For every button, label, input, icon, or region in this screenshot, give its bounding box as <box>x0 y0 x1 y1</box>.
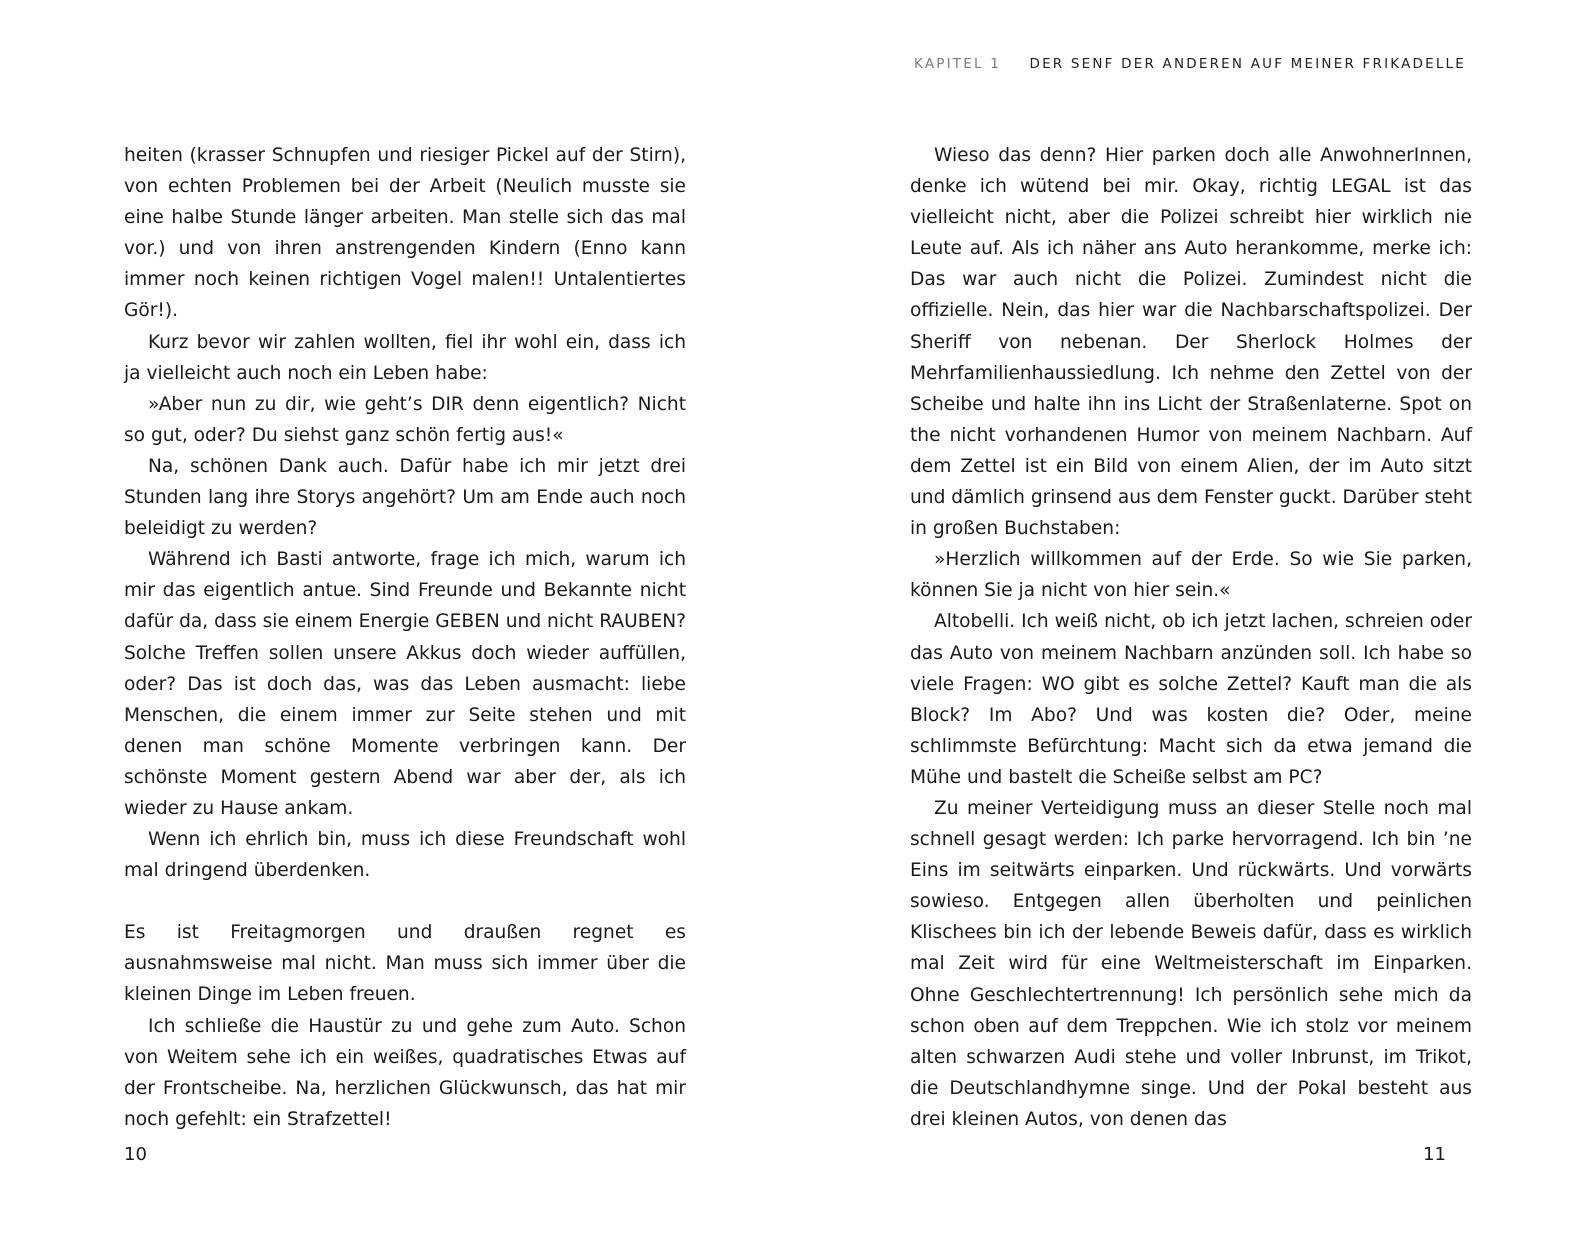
page-number-left: 10 <box>124 1144 147 1165</box>
paragraph: Kurz bevor wir zahlen wollten, fiel ihr wohl ein, dass ich ja vielleicht auch noch ein Leben habe: <box>124 331 686 384</box>
paragraph: »Aber nun zu dir, wie geht’s DIR denn eigentlich? Nicht so gut, oder? Du siehst ganz schön fertig aus!« <box>124 393 686 446</box>
right-page-body <box>910 140 1472 1135</box>
section-break <box>124 886 686 917</box>
paragraph: heiten (krasser Schnupfen und riesiger Pickel auf der Stirn), von echten Problemen bei der Arbeit (Neulich musste sie eine halbe Stunde länger arbeiten. Man stelle sich das mal vor.) und von ihren anstrengenden Kindern (Enno kann immer noch keinen richtigen Vogel malen!! Untalentiertes Gör!). <box>124 145 686 322</box>
paragraph: Es ist Freitagmorgen und draußen regnet es ausnahmsweise mal nicht. Man muss sich immer über die kleinen Dinge im Leben freuen. <box>124 922 686 1006</box>
paragraph: Na, schönen Dank auch. Dafür habe ich mir jetzt drei Stunden lang ihre Storys angehört? Um am Ende auch noch beleidigt zu werden? <box>124 455 686 540</box>
running-header <box>914 56 1466 72</box>
paragraph: Wieso das denn? Hier parken doch alle AnwohnerInnen, denke ich wütend bei mir. Okay, richtig LEGAL ist das vielleicht nicht, aber die Polizei schreibt hier wirklich nie Leute auf. Als ich näher ans Auto herankomme, merke ich: Das war auch nicht die Polizei. Zumindest nicht die offizielle. Nein, das hier war die Nachbarschaftspolizei. Der Sheriff von nebenan. Der Sherlock Holmes der Mehrfamilienhaussiedlung. Ich nehme den Zettel von der Scheibe und halte ihn ins Licht der Straßenlaterne. Spot on the nicht vorhandenen Humor von meinem Nachbarn. Auf dem Zettel ist ein Bild von einem Alien, der im Auto sitzt und dämlich grinsend aus dem Fenster guckt. Darüber steht in großen Buchstaben: <box>910 145 1472 540</box>
paragraph: Altobelli. Ich weiß nicht, ob ich jetzt lachen, schreien oder das Auto von meinem Nachbarn anzünden soll. Ich habe so viele Fragen: WO gibt es solche Zettel? Kauft man die als Block? Im Abo? Und was kosten die? Oder, meine schlimmste Befürchtung: Macht sich da etwa jemand die Mühe und bastelt die Scheiße selbst am PC? <box>910 611 1472 788</box>
paragraph: Während ich Basti antworte, frage ich mich, warum ich mir das eigentlich antue. Sind Freunde und Bekannte nicht dafür da, dass sie einem Energie GEBEN und nicht RAUBEN? Solche Treffen sollen unsere Akkus doch wieder auffüllen, oder? Das ist doch das, was das Leben ausmacht: liebe Menschen, die einem immer zur Seite stehen und mit denen man schöne Momente verbringen kann. Der schönste Moment gestern Abend war aber der, als ich wieder zu Hause ankam. <box>124 549 686 819</box>
paragraph: Zu meiner Verteidigung muss an dieser Stelle noch mal schnell gesagt werden: Ich parke hervorragend. Ich bin ’ne Eins im seitwärts einparken. Und rückwärts. Und vorwärts sowieso. Entgegen allen überholten und peinlichen Klischees bin ich der lebende Beweis dafür, dass es wirklich mal Zeit wird für eine Weltmeisterschaft im Einparken. Ohne Geschlechtertrennung! Ich persönlich sehe mich da schon oben auf dem Treppchen. Wie ich stolz vor meinem alten schwarzen Audi stehe und voller Inbrunst, im Trikot, die Deutschlandhymne singe. Und der Pokal besteht aus drei kleinen Autos, von denen das <box>910 797 1472 1130</box>
page-number-right: 11 <box>1423 1144 1446 1165</box>
paragraph: Wenn ich ehrlich bin, muss ich diese Freundschaft wohl mal dringend überdenken. <box>124 829 686 882</box>
paragraph: »Herzlich willkommen auf der Erde. So wie Sie parken, können Sie ja nicht von hier sein.« <box>910 549 1472 602</box>
paragraph: Ich schließe die Haustür zu und gehe zum Auto. Schon von Weitem sehe ich ein weißes, quadratisches Etwas auf der Frontscheibe. Na, herzlichen Glückwunsch, das hat mir noch gefehlt: ein Strafzettel! <box>124 1015 686 1130</box>
chapter-label: KAPITEL 1 <box>914 56 1001 72</box>
left-page-body <box>124 140 686 1135</box>
chapter-title: DER SENF DER ANDEREN AUF MEINER FRIKADELLE <box>1029 56 1466 72</box>
